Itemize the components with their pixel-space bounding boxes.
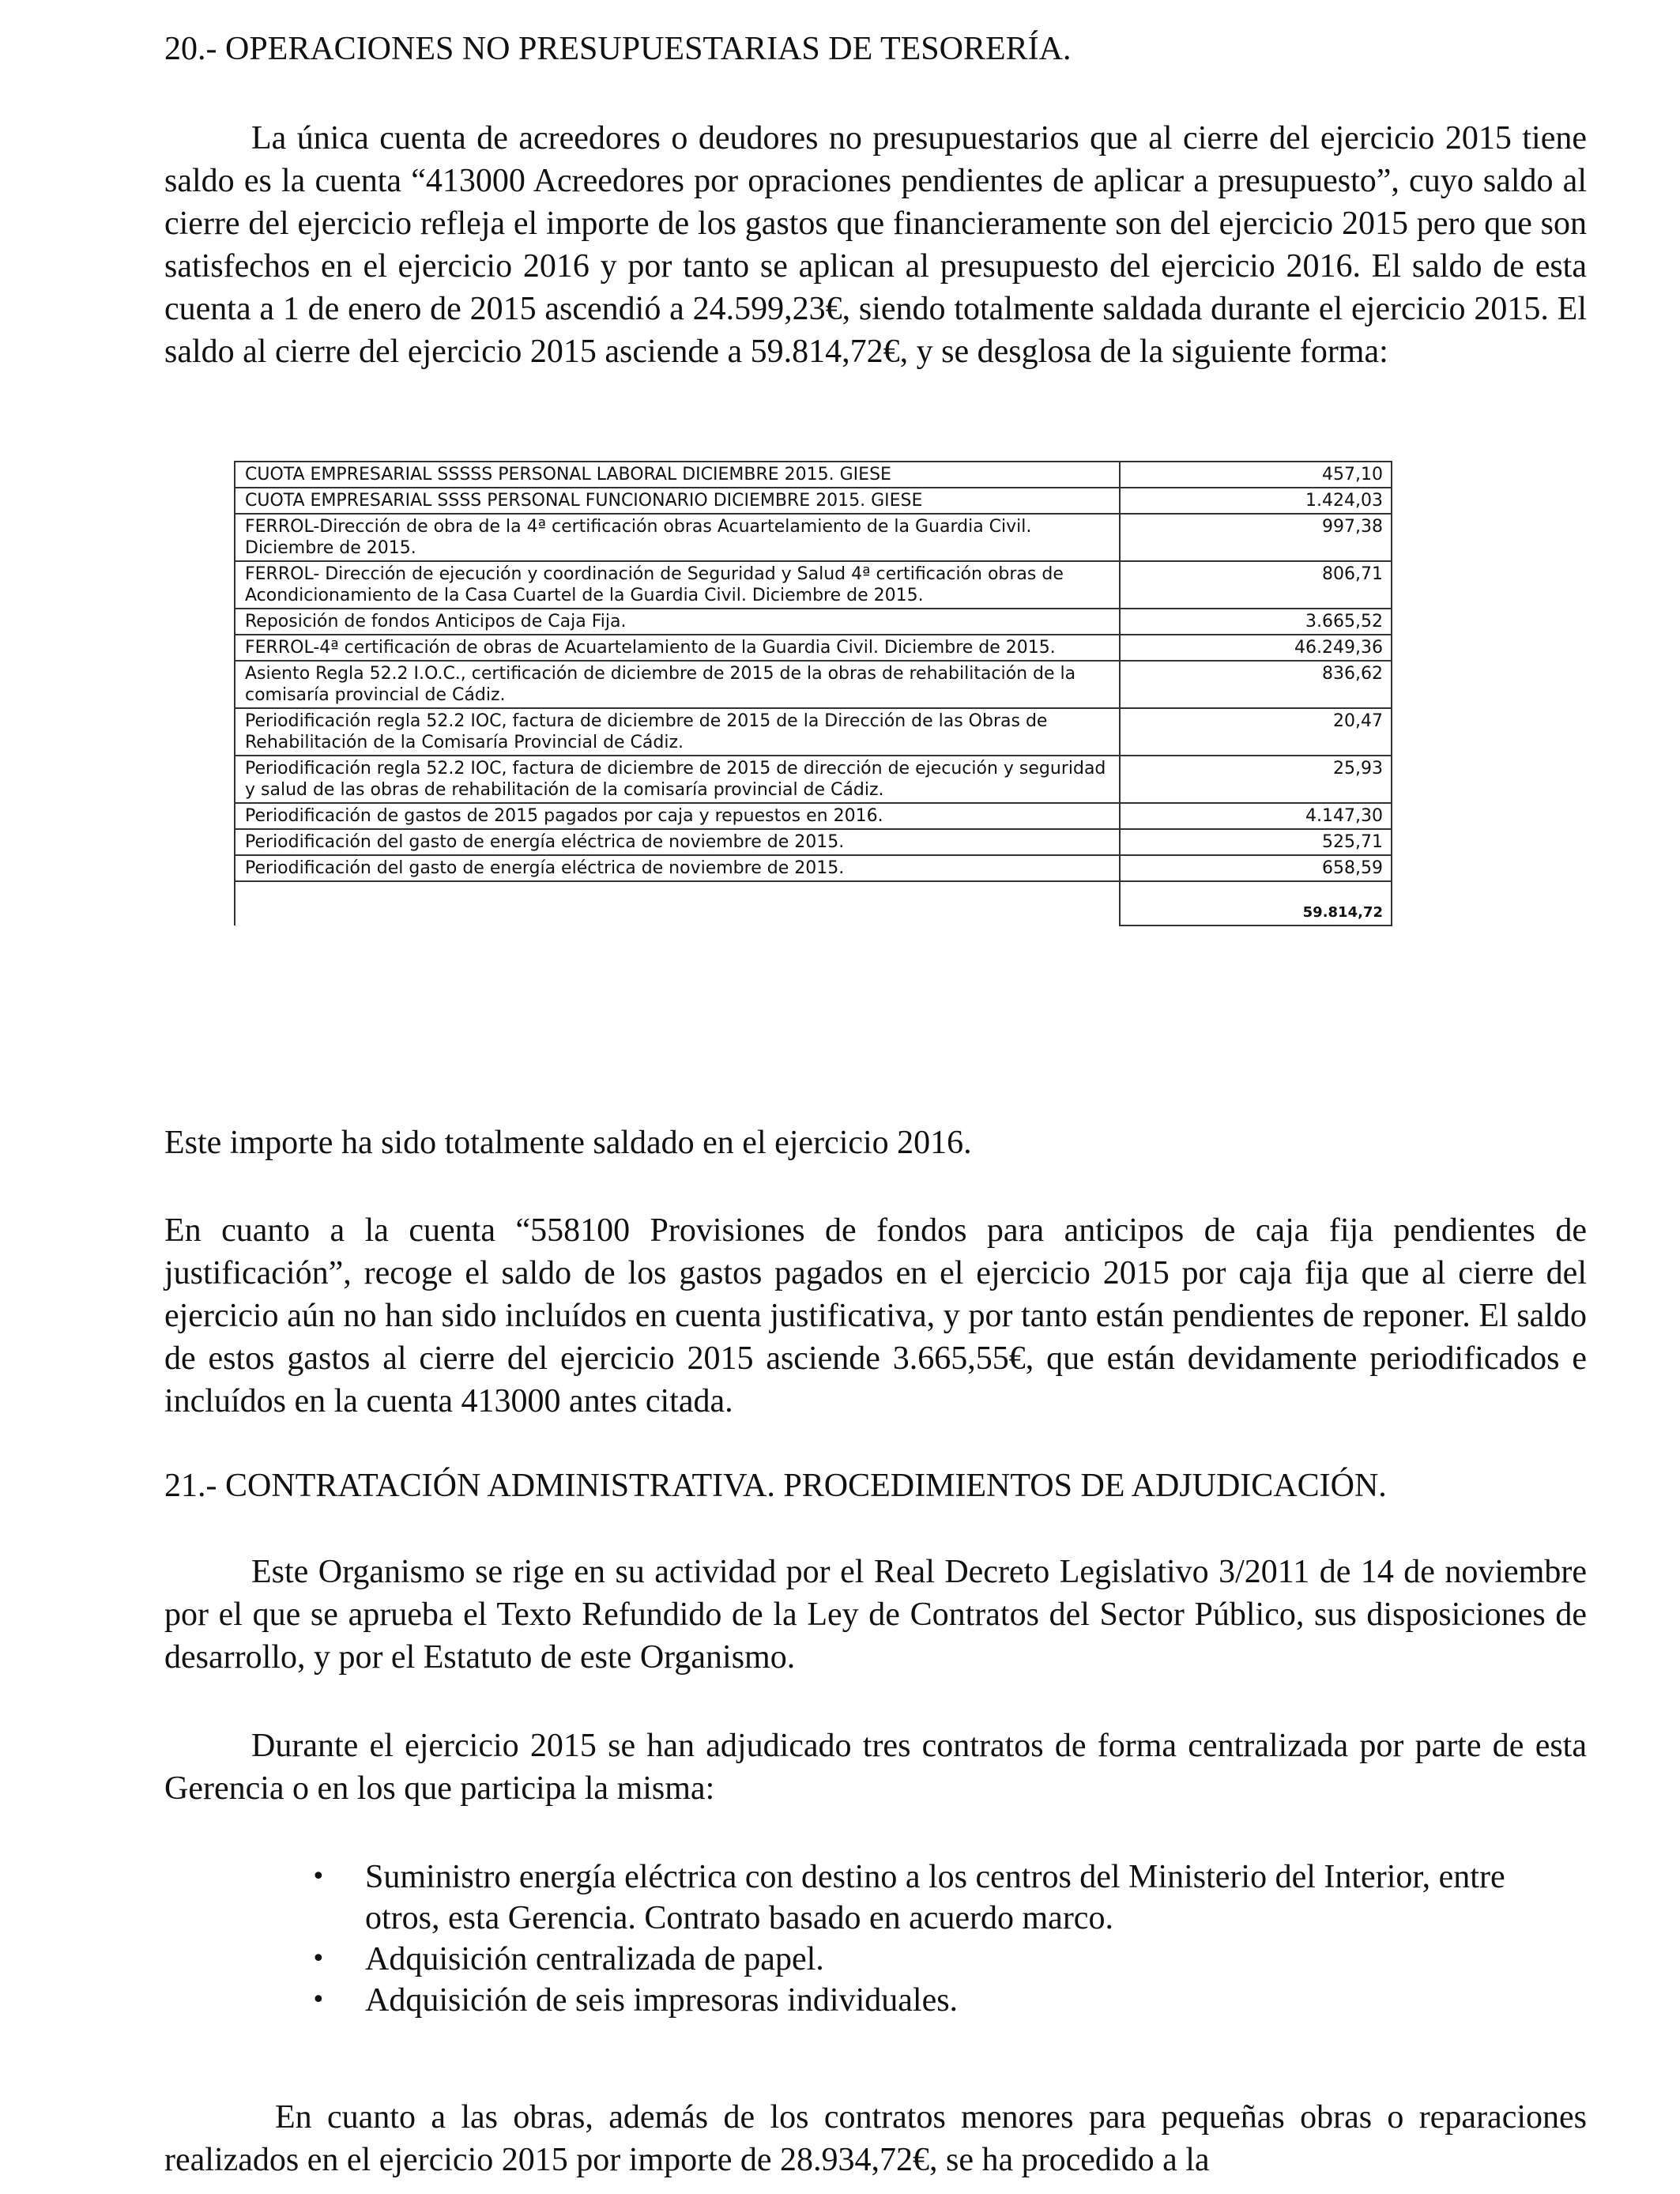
- row-amount: 658,59: [1120, 855, 1392, 881]
- row-description: CUOTA EMPRESARIAL SSSSS PERSONAL LABORAL DICIEMBRE 2015. GIESE: [235, 462, 1120, 488]
- section-21-paragraph-3: En cuanto a las obras, además de los contratos menores para pequeñas obras o reparaciones realizados en el ejercicio 2015 por importe de 28.934,72€, se ha procedido a la: [164, 2099, 1587, 2178]
- total-row: [235, 881, 1392, 925]
- bullet-icon: •: [311, 1945, 326, 1973]
- table-row: [235, 609, 1392, 635]
- table-row: [235, 488, 1392, 514]
- row-description: Periodificación del gasto de energía eléctrica de noviembre de 2015.: [235, 855, 1120, 881]
- row-description: Periodificación del gasto de energía eléctrica de noviembre de 2015.: [235, 829, 1120, 855]
- section-20-paragraph: La única cuenta de acreedores o deudores no presupuestarios que al cierre del ejercicio 2015 tiene saldo es la cuenta “413000 Acreedores por opraciones pendientes de aplicar a presupuesto”, cuyo saldo al cierre del ejercicio refleja el importe de los gastos que financieramente son del ejercicio 2015 pero que son satisfechos en el ejercicio 2016 y por tanto se aplican al presupuesto del ejercicio 2016. El saldo de esta cuenta a 1 de enero de 2015 ascendió a 24.599,23€, siendo totalmente saldada durante el ejercicio 2015. El saldo al cierre del ejercicio 2015 asciende a 59.814,72€, y se desglosa de la siguiente forma:: [164, 120, 1587, 370]
- row-description: FERROL- Dirección de ejecución y coordinación de Seguridad y Salud 4ª certificación obras de Acondicionamiento de la Casa Cuartel de la Guardia Civil. Diciembre de 2015.: [235, 561, 1120, 609]
- table-row: [235, 561, 1392, 609]
- total-row-blank: [235, 881, 1120, 925]
- row-description: Reposición de fondos Anticipos de Caja Fija.: [235, 609, 1120, 635]
- section-21-heading: 21.- CONTRATACIÓN ADMINISTRATIVA. PROCEDIMIENTOS DE ADJUDICACIÓN.: [164, 1468, 1387, 1504]
- row-amount: 836,62: [1120, 661, 1392, 708]
- after-table-text: Este importe ha sido totalmente saldado en el ejercicio 2016.: [164, 1125, 972, 1161]
- row-amount: 4.147,30: [1120, 803, 1392, 829]
- table-row: [235, 635, 1392, 661]
- bullet-icon: •: [311, 1986, 326, 2014]
- table-row: [235, 756, 1392, 803]
- row-amount: 3.665,52: [1120, 609, 1392, 635]
- row-amount: 46.249,36: [1120, 635, 1392, 661]
- row-amount: 25,93: [1120, 756, 1392, 803]
- row-amount: 806,71: [1120, 561, 1392, 609]
- row-description: Periodificación de gastos de 2015 pagados por caja y repuestos en 2016.: [235, 803, 1120, 829]
- row-amount: 525,71: [1120, 829, 1392, 855]
- bullet-icon: •: [311, 1863, 326, 1891]
- row-amount: 997,38: [1120, 514, 1392, 561]
- list-item: • Adquisición centralizada de papel.: [164, 1939, 1587, 1980]
- table-row: [235, 855, 1392, 881]
- row-amount: 20,47: [1120, 708, 1392, 756]
- table-row: [235, 661, 1392, 708]
- table-row: [235, 803, 1392, 829]
- table-row: [235, 829, 1392, 855]
- table-row: [235, 708, 1392, 756]
- row-description: Asiento Regla 52.2 I.O.C., certificación de diciembre de 2015 de la obras de rehabilitación de la comisaría provincial de Cádiz.: [235, 661, 1120, 708]
- list-item: • Suministro energía eléctrica con destino a los centros del Ministerio del Interior, entre otros, esta Gerencia. Contrato basado en acuerdo marco.: [164, 1857, 1587, 1939]
- section-21-paragraph-1: Este Organismo se rige en su actividad por el Real Decreto Legislativo 3/2011 de 14 de noviembre por el que se aprueba el Texto Refundido de la Ley de Contratos del Sector Público, sus disposiciones de desarrollo, y por el Estatuto de este Organismo.: [164, 1554, 1587, 1676]
- row-description: FERROL-Dirección de obra de la 4ª certificación obras Acuartelamiento de la Guardia Civil. Diciembre de 2015.: [235, 514, 1120, 561]
- creditors-breakdown-table: [234, 461, 1392, 926]
- row-description: CUOTA EMPRESARIAL SSSS PERSONAL FUNCIONARIO DICIEMBRE 2015. GIESE: [235, 488, 1120, 514]
- list-item: • Adquisición de seis impresoras individuales.: [164, 1980, 1587, 2021]
- section-21-paragraph-2: Durante el ejercicio 2015 se han adjudicado tres contratos de forma centralizada por parte de esta Gerencia o en los que participa la misma:: [164, 1728, 1587, 1807]
- section-20-paragraph-2: En cuanto a la cuenta “558100 Provisiones de fondos para anticipos de caja fija pendientes de justificación”, recoge el saldo de los gastos pagados en el ejercicio 2015 por caja fija que al cierre del ejercicio aún no han sido incluídos en cuenta justificativa, y por tanto están pendientes de reponer. El saldo de estos gastos al cierre del ejercicio 2015 asciende 3.665,55€, que están devidamente periodificados e incluídos en la cuenta 413000 antes citada.: [164, 1212, 1587, 1419]
- row-description: Periodificación regla 52.2 IOC, factura de diciembre de 2015 de la Dirección de las Obras de Rehabilitación de la Comisaría Provincial de Cádiz.: [235, 708, 1120, 756]
- row-description: FERROL-4ª certificación de obras de Acuartelamiento de la Guardia Civil. Diciembre de 2015.: [235, 635, 1120, 661]
- table-row: [235, 514, 1392, 561]
- row-amount: 457,10: [1120, 462, 1392, 488]
- row-amount: 1.424,03: [1120, 488, 1392, 514]
- table-row: [235, 462, 1392, 488]
- row-description: Periodificación regla 52.2 IOC, factura de diciembre de 2015 de dirección de ejecución y seguridad y salud de las obras de rehabilitación de la comisaría provincial de Cádiz.: [235, 756, 1120, 803]
- total-amount: 59.814,72: [1120, 881, 1392, 925]
- contracts-list: [164, 1857, 1587, 2021]
- section-20-heading: 20.- OPERACIONES NO PRESUPUESTARIAS DE TESORERÍA.: [164, 31, 1072, 67]
